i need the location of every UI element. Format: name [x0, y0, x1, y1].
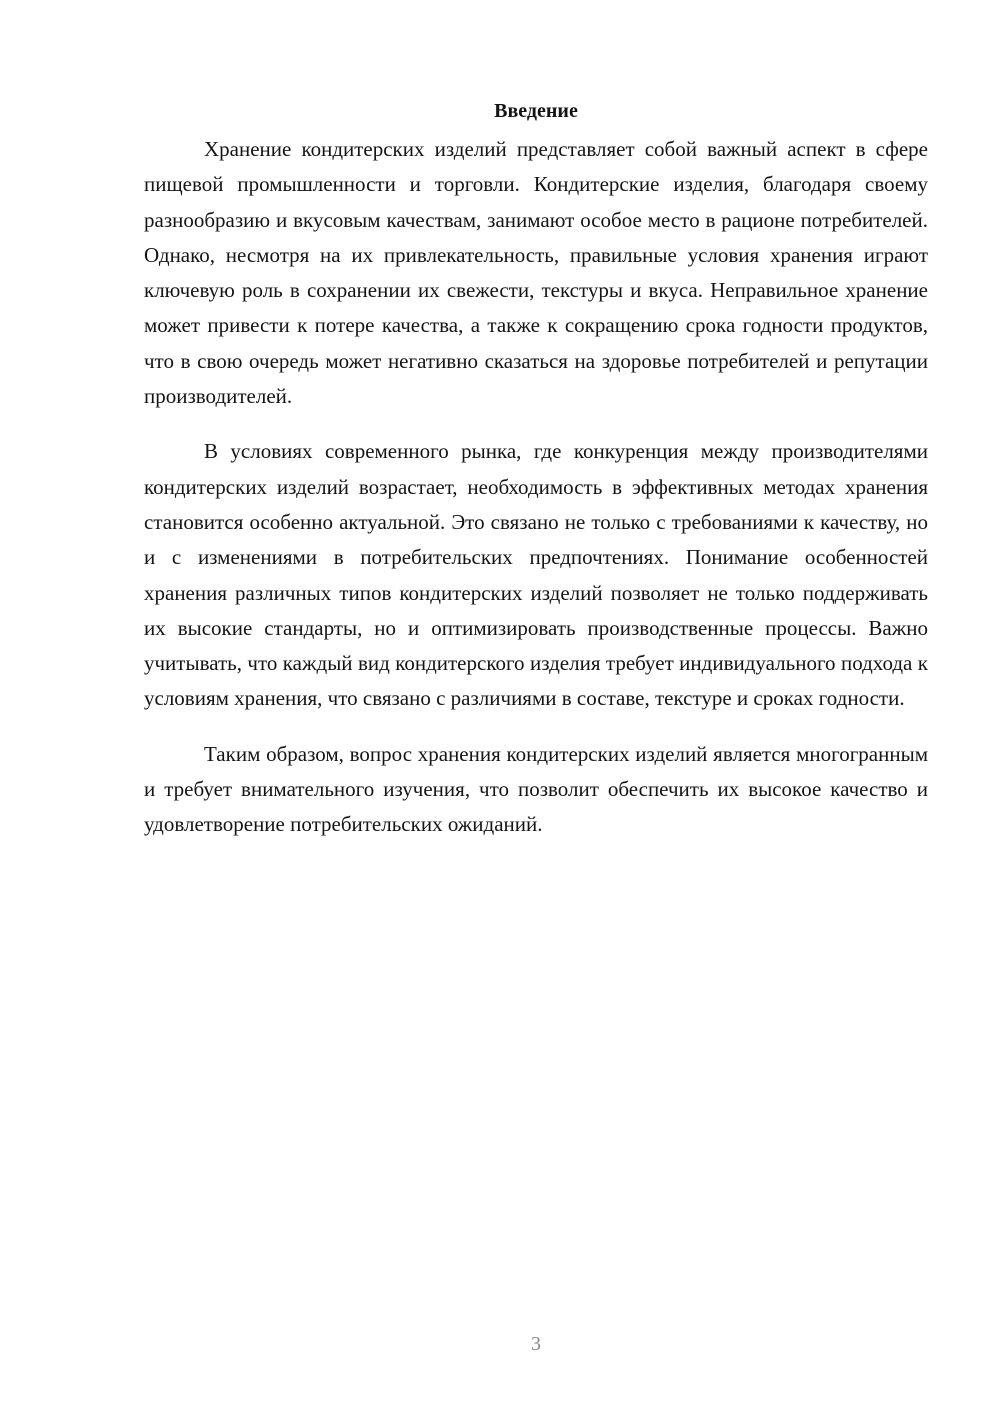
paragraph-1: Хранение кондитерских изделий представляет собой важный аспект в сфере пищевой промышленности и торговли. Кондитерские изделия, благодаря своему разнообразию и вкусовым качествам, занимают особое место в рационе потребителей. Однако, несмотря на их привлекательность, правильные условия хранения играют ключевую роль в сохранении их свежести, текстуры и вкуса. Неправильное хранение может привести к потере качества, а также к сокращению срока годности продуктов, что в свою очередь может негативно сказаться на здоровье потребителей и репутации производителей.: [144, 137, 928, 409]
page-content: [144, 96, 928, 863]
paragraph-2: В условиях современного рынка, где конкуренция между производителями кондитерских изделий возрастает, необходимость в эффективных методах хранения становится особенно актуальной. Это связано не только с требованиями к качеству, но и с изменениями в потребительских предпочтениях. Понимание особенностей хранения различных типов кондитерских изделий позволяет не только поддерживать их высокие стандарты, но и оптимизировать производственные процессы. Важно учитывать, что каждый вид кондитерского изделия требует индивидуального подхода к условиям хранения, что связано с различиями в составе, текстуре и сроках годности.: [144, 439, 928, 711]
section-heading: Введение: [494, 100, 578, 122]
page-number: 3: [531, 1333, 541, 1355]
paragraph-3: Таким образом, вопрос хранения кондитерских изделий является многогранным и требует внимательного изучения, что позволит обеспечить их высокое качество и удовлетворение потребительских ожиданий.: [144, 741, 928, 837]
